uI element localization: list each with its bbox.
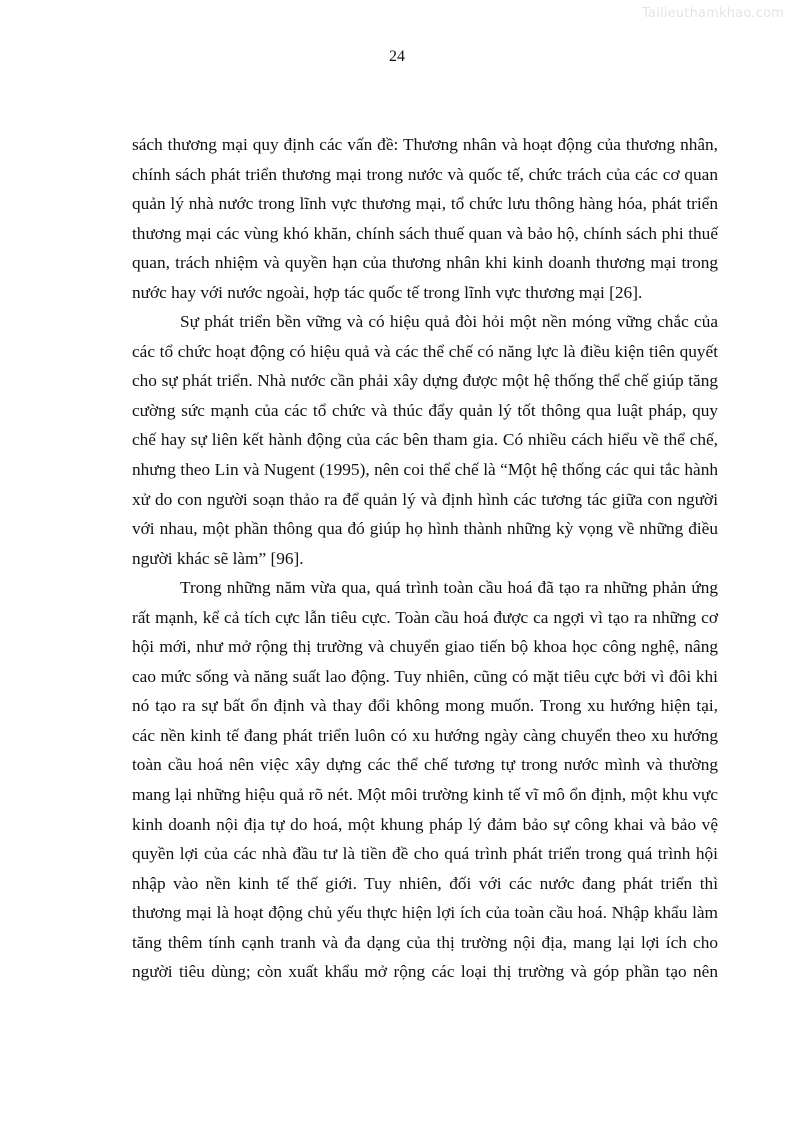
text-line: Trong những năm vừa qua, quá trình toàn cầu hoá đã tạo ra những phản ứng	[180, 578, 718, 598]
paragraph-3	[132, 573, 718, 987]
text-line: kinh doanh nội địa tự do hoá, một khung pháp lý đảm bảo sự công khai và bảo vệ	[132, 814, 718, 834]
text-line: các nền kinh tế đang phát triển luôn có xu hướng ngày càng chuyển theo xu hướng	[132, 725, 718, 745]
page-number: 24	[389, 48, 405, 65]
text-line: nhập vào nền kinh tế thế giới. Tuy nhiên, đối với các nước đang phát triển thì	[132, 873, 718, 893]
text-line: Sự phát triển bền vững và có hiệu quả đòi hỏi một nền móng vững chắc của	[180, 312, 718, 332]
text-line: cường sức mạnh của các tổ chức và thúc đẩy quản lý tốt thông qua luật pháp, quy	[132, 400, 718, 420]
text-line: rất mạnh, kể cả tích cực lẫn tiêu cực. Toàn cầu hoá được ca ngợi vì tạo ra những cơ	[132, 607, 718, 627]
paragraph-2	[132, 307, 718, 573]
text-line: quan, trách nhiệm và quyền hạn của thương nhân khi kinh doanh thương mại trong	[132, 253, 718, 273]
text-line: quản lý nhà nước trong lĩnh vực thương mại, tổ chức lưu thông hàng hóa, phát triển	[132, 194, 718, 214]
text-line: xử do con người soạn thảo ra để quản lý và định hình các tương tác giữa con người	[132, 489, 718, 509]
paragraph-1	[132, 130, 718, 307]
document-body	[132, 130, 718, 987]
text-line: mang lại những hiệu quả rõ nét. Một môi trường kinh tế vĩ mô ổn định, một khu vực	[132, 785, 718, 805]
text-line: chính sách phát triển thương mại trong nước và quốc tế, chức trách của các cơ quan	[132, 164, 718, 184]
text-line: các tổ chức hoạt động có hiệu quả và các thể chế có năng lực là điều kiện tiên quyết	[132, 341, 718, 361]
text-line: nước hay với nước ngoài, hợp tác quốc tế trong lĩnh vực thương mại [26].	[132, 282, 643, 302]
text-line: thương mại các vùng khó khăn, chính sách thuế quan và bảo hộ, chính sách phi thuế	[132, 223, 718, 243]
text-line: nó tạo ra sự bất ổn định và thay đổi không mong muốn. Trong xu hướng hiện tại,	[132, 696, 718, 716]
text-line: nhưng theo Lin và Nugent (1995), nên coi thể chế là “Một hệ thống các qui tắc hành	[132, 460, 718, 480]
text-line: hội mới, như mở rộng thị trường và chuyển giao tiến bộ khoa học công nghệ, nâng	[132, 637, 718, 657]
text-line: toàn cầu hoá nên việc xây dựng các thể chế tương tự trong nước mình và thường	[132, 755, 718, 775]
text-line: người tiêu dùng; còn xuất khẩu mở rộng các loại thị trường và góp phần tạo nên	[132, 962, 718, 982]
text-line: quyền lợi của các nhà đầu tư là tiền đề cho quá trình phát triển trong quá trình hội	[132, 844, 718, 864]
text-line: sách thương mại quy định các vấn đề: Thương nhân và hoạt động của thương nhân,	[132, 135, 718, 154]
text-line: chế hay sự liên kết hành động của các bên tham gia. Có nhiều cách hiểu về thể chế,	[132, 430, 718, 450]
text-line: thương mại là hoạt động chủ yếu thực hiện lợi ích của toàn cầu hoá. Nhập khẩu làm	[132, 903, 718, 923]
text-line: cao mức sống và năng suất lao động. Tuy nhiên, cũng có mặt tiêu cực bởi vì đôi khi	[132, 666, 718, 686]
watermark: Tailieuthamkhao.com	[642, 6, 784, 21]
text-line: cho sự phát triển. Nhà nước cần phải xây dựng được một hệ thống thể chế giúp tăng	[132, 371, 718, 391]
text-line: với nhau, một phần thông qua đó giúp họ hình thành những kỳ vọng về những điều	[132, 519, 718, 539]
text-line: tăng thêm tính cạnh tranh và đa dạng của thị trường nội địa, mang lại lợi ích cho	[132, 932, 718, 952]
text-line: người khác sẽ làm” [96].	[132, 548, 304, 568]
